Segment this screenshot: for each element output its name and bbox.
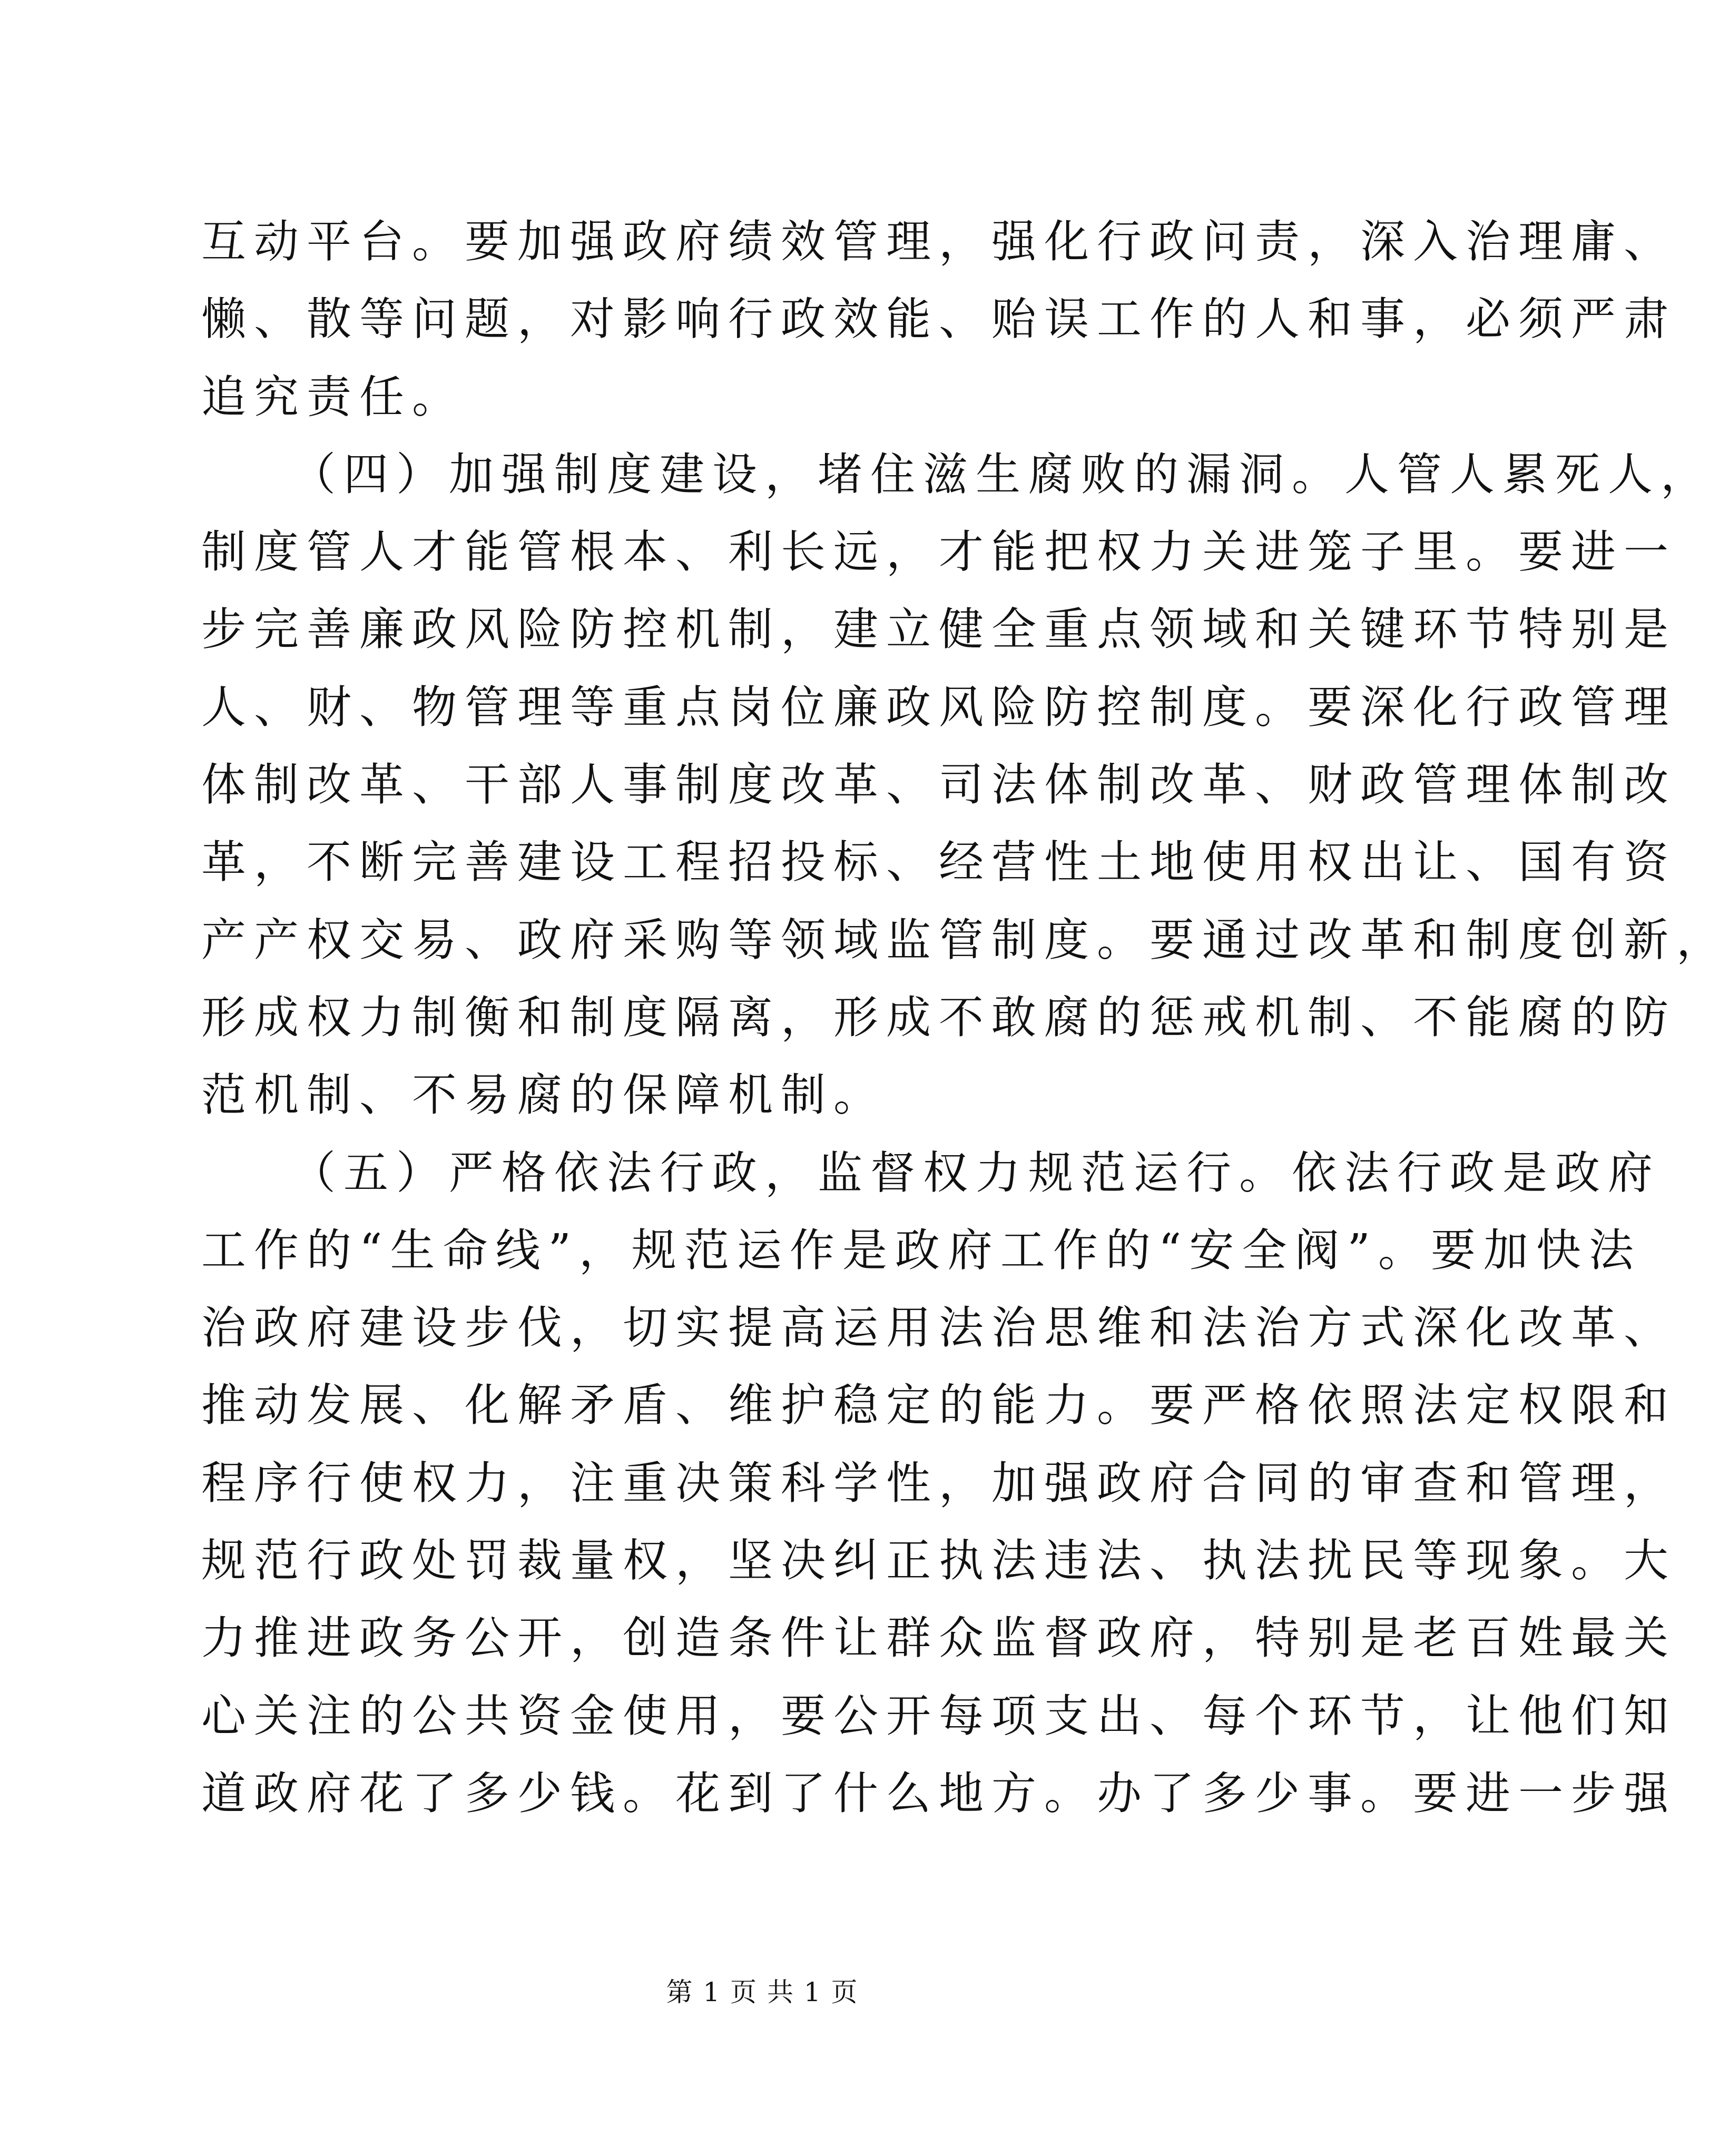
text-line: 制度管人才能管根本、利长远，才能把权力关进笼子里。要进一	[201, 526, 1677, 579]
text-line: 互动平台。要加强政府绩效管理，强化行政问责，深入治理庸、	[201, 216, 1677, 268]
text-line: 工作的“生命线”，规范运作是政府工作的“安全阀”。要加快法	[201, 1224, 1642, 1277]
page-footer: 第 1 页 共 1 页	[666, 1977, 859, 2007]
text-line: 程序行使权力，注重决策科学性，加强政府合同的审查和管理，	[201, 1457, 1677, 1510]
paragraph-start-line: （五）严格依法行政，监督权力规范运行。依法行政是政府	[291, 1147, 1661, 1199]
text-line: 治政府建设步伐，切实提高运用法治思维和法治方式深化改革、	[201, 1302, 1677, 1355]
text-line: 步完善廉政风险防控机制，建立健全重点领域和关键环节特别是	[201, 604, 1677, 656]
text-line: 力推进政务公开，创造条件让群众监督政府，特别是老百姓最关	[201, 1612, 1677, 1665]
text-line: 懒、散等问题，对影响行政效能、贻误工作的人和事，必须严肃	[201, 293, 1677, 346]
text-line: 产产权交易、政府采购等领域监管制度。要通过改革和制度创新，	[201, 914, 1729, 967]
text-line: 范机制、不易腐的保障机制。	[201, 1069, 887, 1122]
paragraph-start-line: （四）加强制度建设，堵住滋生腐败的漏洞。人管人累死人，	[291, 448, 1714, 501]
text-line: 心关注的公共资金使用，要公开每项支出、每个环节，让他们知	[201, 1690, 1677, 1742]
text-line: 推动发展、化解矛盾、维护稳定的能力。要严格依照法定权限和	[201, 1380, 1677, 1432]
text-line: 形成权力制衡和制度隔离，形成不敢腐的惩戒机制、不能腐的防	[201, 991, 1677, 1044]
text-line: 人、财、物管理等重点岗位廉政风险防控制度。要深化行政管理	[201, 681, 1677, 734]
text-line: 革，不断完善建设工程招投标、经营性土地使用权出让、国有资	[201, 836, 1677, 889]
document-body	[201, 203, 1729, 1833]
text-line: 规范行政处罚裁量权，坚决纠正执法违法、执法扰民等现象。大	[201, 1535, 1677, 1588]
text-line: 追究责任。	[201, 371, 465, 424]
text-line: 道政府花了多少钱。花到了什么地方。办了多少事。要进一步强	[201, 1767, 1677, 1820]
text-line: 体制改革、干部人事制度改革、司法体制改革、财政管理体制改	[201, 759, 1677, 812]
